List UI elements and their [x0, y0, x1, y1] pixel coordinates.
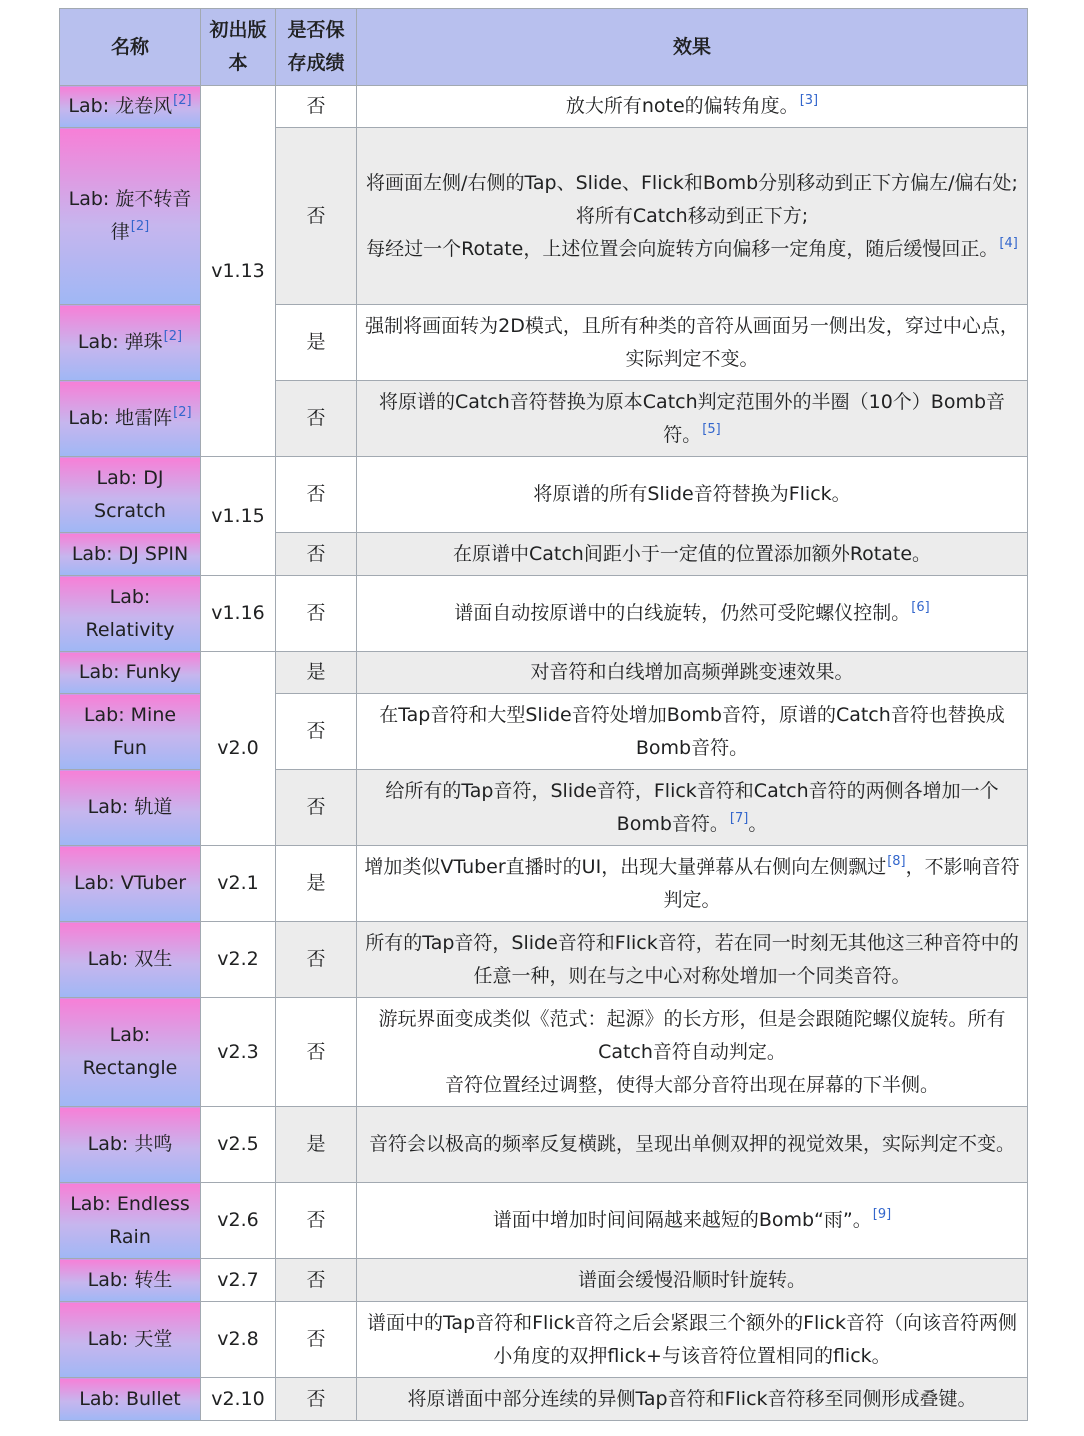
row-save: 否: [276, 998, 357, 1107]
row-save: 是: [276, 1107, 357, 1183]
table-row: [60, 1259, 1028, 1302]
effect-text: 将画面左侧/右侧的Tap、Slide、Flick和Bomb分别移动到正下方偏左/偏右处;: [366, 171, 1018, 194]
row-effect: 所有的Tap音符，Slide音符和Flick音符，若在同一时刻无其他这三种音符中的任意一种，则在与之中心对称处增加一个同类音符。: [357, 922, 1028, 998]
effect-text: 谱面中增加时间间隔越来越短的Bomb“雨”。: [492, 1209, 872, 1231]
row-name: Lab: 转生: [60, 1259, 201, 1302]
row-version: v2.5: [201, 1107, 276, 1183]
row-version: v1.16: [201, 576, 276, 652]
row-name: Lab: 双生: [60, 922, 201, 998]
effect-text: 将原谱的Catch音符替换为原本Catch判定范围外的半圈（10个）Bomb音符。: [378, 390, 1006, 446]
row-save: 否: [276, 1183, 357, 1259]
citation-link[interactable]: [2]: [130, 219, 150, 234]
row-effect: [357, 305, 1028, 381]
row-name: Lab: Bullet: [60, 1378, 201, 1421]
row-effect: [357, 1183, 1028, 1259]
row-effect: [357, 576, 1028, 652]
effect-text: 强制将画面转为2D模式，且所有种类的音符从画面另一侧出发，穿过中心点，实际判定不变。: [365, 314, 1019, 370]
table-row: [60, 1183, 1028, 1259]
row-version: v2.3: [201, 998, 276, 1107]
citation-link[interactable]: [2]: [173, 405, 192, 420]
row-name: Lab: 天堂: [60, 1302, 201, 1378]
effect-text: 给所有的Tap音符，Slide音符，Flick音符和Catch音符的两侧各增加一个Bomb音符。: [385, 779, 999, 835]
effect-text-wrap: [362, 233, 1022, 266]
row-effect: 音符会以极高的频率反复横跳，呈现出单侧双押的视觉效果，实际判定不变。: [357, 1107, 1028, 1183]
row-name: Lab: 弹珠: [77, 331, 163, 353]
row-effect: [357, 86, 1028, 128]
row-name: Lab: Endless Rain: [60, 1183, 201, 1259]
header-version: 初出版本: [201, 9, 276, 86]
effect-text: 谱面自动按原谱中的白线旋转，仍然可受陀螺仪控制。: [454, 602, 911, 624]
row-effect: [357, 128, 1028, 305]
row-save: 否: [276, 922, 357, 998]
row-save: 否: [276, 128, 357, 305]
row-name: Lab: 地雷阵: [68, 407, 173, 429]
table-row: [60, 1302, 1028, 1378]
row-version: v1.15: [201, 457, 276, 576]
citation-link[interactable]: [8]: [887, 853, 906, 869]
row-name: Lab: VTuber: [60, 846, 201, 922]
row-effect: [357, 770, 1028, 846]
row-name: Lab: Funky: [60, 652, 201, 694]
row-save: 否: [276, 381, 357, 457]
row-save: 否: [276, 770, 357, 846]
row-name: Lab: 轨道: [60, 770, 201, 846]
row-version: v2.2: [201, 922, 276, 998]
row-version: v2.7: [201, 1259, 276, 1302]
header-row: [60, 9, 1028, 86]
row-effect: [357, 381, 1028, 457]
row-effect: 谱面会缓慢沿顺时针旋转。: [357, 1259, 1028, 1302]
row-version: v2.6: [201, 1183, 276, 1259]
row-name: Lab: DJ Scratch: [60, 457, 201, 533]
table-row: [60, 1378, 1028, 1421]
row-name-cell: [60, 128, 201, 305]
row-version: v2.0: [201, 652, 276, 846]
table-row: [60, 998, 1028, 1107]
row-name: Lab: 共鸣: [60, 1107, 201, 1183]
row-effect: [357, 998, 1028, 1107]
row-save: 否: [276, 86, 357, 128]
row-name: Lab: DJ SPIN: [60, 533, 201, 576]
row-name: Lab: Mine Fun: [60, 694, 201, 770]
citation-link[interactable]: [6]: [911, 600, 930, 615]
effect-text: 每经过一个Rotate，上述位置会向旋转方向偏移一定角度，随后缓慢回正。: [366, 237, 999, 260]
row-name: Lab: Relativity: [60, 576, 201, 652]
citation-link[interactable]: [3]: [799, 93, 819, 108]
citation-link[interactable]: [4]: [999, 235, 1018, 251]
row-save: 否: [276, 533, 357, 576]
row-version: v2.8: [201, 1302, 276, 1378]
effect-text: 放大所有note的偏转角度。: [565, 95, 799, 117]
header-effect: 效果: [357, 9, 1028, 86]
effect-text: ，不影响音符判定。: [663, 855, 1020, 911]
row-name: Lab: 旋不转音律: [68, 188, 192, 243]
row-version: v2.1: [201, 846, 276, 922]
row-effect: 将原谱的所有Slide音符替换为Flick。: [357, 457, 1028, 533]
effect-text: 游玩界面变成类似《范式：起源》的长方形，但是会跟随陀螺仪旋转。所有Catch音符自动判定。: [378, 1007, 1006, 1063]
effect-text: 音符位置经过调整，使得大部分音符出现在屏幕的下半侧。: [444, 1073, 939, 1096]
effect-tail: 。: [748, 812, 768, 835]
effect-text: 将所有Catch移动到正下方;: [575, 204, 809, 227]
row-version: v2.10: [201, 1378, 276, 1421]
header-save: 是否保存成绩: [276, 9, 357, 86]
table-row: [60, 846, 1028, 922]
row-name-cell: [60, 381, 201, 457]
row-save: 否: [276, 576, 357, 652]
row-save: 否: [276, 1378, 357, 1421]
citation-link[interactable]: [2]: [163, 329, 183, 344]
table-row: [60, 652, 1028, 694]
row-save: 否: [276, 1259, 357, 1302]
lab-table: [59, 8, 1028, 1421]
table-row: [60, 86, 1028, 128]
row-name: Lab: 龙卷风: [68, 95, 173, 117]
table-row: [60, 457, 1028, 533]
row-effect: 谱面中的Tap音符和Flick音符之后会紧跟三个额外的Flick音符（向该音符两侧小角度的双押flick+与该音符位置相同的flick。: [357, 1302, 1028, 1378]
citation-link[interactable]: [9]: [872, 1207, 892, 1222]
row-version: v1.13: [201, 86, 276, 457]
row-save: 否: [276, 694, 357, 770]
row-save: 是: [276, 652, 357, 694]
row-name-cell: [60, 305, 201, 381]
table-row: [60, 576, 1028, 652]
table-row: [60, 1107, 1028, 1183]
row-save: 是: [276, 305, 357, 381]
row-save: 是: [276, 846, 357, 922]
row-effect: 在Tap音符和大型Slide音符处增加Bomb音符，原谱的Catch音符也替换成Bomb音符。: [357, 694, 1028, 770]
row-name-cell: [60, 86, 201, 128]
header-name: 名称: [60, 9, 201, 86]
row-effect: 在原谱中Catch间距小于一定值的位置添加额外Rotate。: [357, 533, 1028, 576]
citation-link[interactable]: [5]: [702, 421, 721, 437]
row-effect: 将原谱面中部分连续的异侧Tap音符和Flick音符移至同侧形成叠键。: [357, 1378, 1028, 1421]
table-row: [60, 922, 1028, 998]
citation-link[interactable]: [2]: [173, 93, 192, 108]
row-effect: [357, 846, 1028, 922]
row-save: 否: [276, 457, 357, 533]
citation-link[interactable]: [7]: [729, 810, 749, 826]
row-name: Lab: Rectangle: [60, 998, 201, 1107]
row-effect: 对音符和白线增加高频弹跳变速效果。: [357, 652, 1028, 694]
row-save: 否: [276, 1302, 357, 1378]
effect-text: 增加类似VTuber直播时的UI，出现大量弹幕从右侧向左侧飘过: [364, 855, 887, 878]
